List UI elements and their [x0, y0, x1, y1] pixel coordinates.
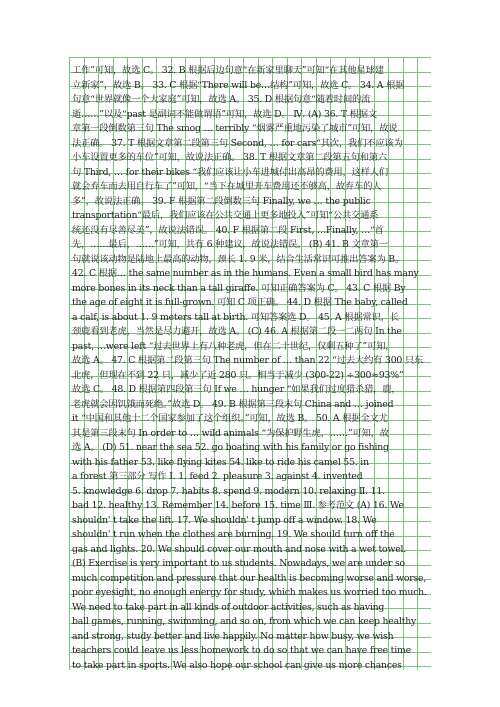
text-line: shouldn' t take the lift. 17. We shouldn' t jump off a window. 18. We: [72, 514, 377, 526]
text-line: 5. knowledge 6. drop 7. habits 8. spend 9. modern 10. relaxing Ⅱ. 11.: [72, 485, 385, 497]
text-line: transportation“最后，我们应该在公共交通上更多地投入”可知“公共交通系: [72, 210, 379, 221]
text-line: 故选 A。 47. C 根据第二段第三句 The number of … than 22 “过去大约有 300 只东: [72, 355, 424, 366]
text-line: 法正确。 37. T 根据文章第二段第三句 Second, … for cars“其次，我们不应该为: [72, 137, 403, 149]
text-line: gas and lights. 20. We should cover our mouth and nose with a wet towel.: [72, 543, 407, 555]
text-line: 其是第三段末句 In order to … wild animals “为保护野生虎，……”可知，故: [72, 427, 389, 439]
text-line: teachers could leave us less homework to do so that we can have free time: [72, 645, 411, 656]
text-line: 故选 C。 48. D 根据第四段第三句 If we … hunger “如果我们过度猎杀猎，鹿，: [72, 384, 401, 395]
grid-row-line: [69, 57, 431, 58]
text-line: 工作”可知，故选 C。 32. B 根据后边句意“在新家里聊天”可知“在其他星球建: [72, 65, 384, 76]
text-line: poor eyesight, no enough energy for study, which makes us worried too much.: [72, 587, 427, 598]
text-line: to take part in sports. We also hope our school can give us more chances: [72, 659, 402, 671]
text-line: 逝……”以及“past 是副词不能做谓语”可知，故选 D。 Ⅳ. (A) 36. T 根据文: [72, 108, 377, 120]
text-line: 先，……最后，……”可知，共有 6 种建议，故说法错误。 (B) 41. B 文章第一: [72, 239, 388, 250]
text-line: it “中国和其他十二个国家参加了这个组织。”可知，故选 B。 50. A 根据全文尤: [72, 413, 388, 424]
text-line: more bones in its neck than a tall giraffe. 可知正确答案为 C。 43. C 根据 By: [72, 282, 406, 294]
text-line: 多”，故说法正确。 39. F 根据第二段倒数三句 Finally, we … the public: [72, 195, 371, 207]
text-line: 句 Third, … for their bikes “我们应该让小车进城付出高昂的费用，这样人们: [72, 166, 388, 178]
text-line: with his father 53. like flying kites 54. like to ride his camel 55. in: [72, 456, 369, 468]
text-line: bad 12. healthy 13. Remember 14. before 15. time Ⅲ. 参考范文 (A) 16. We: [72, 500, 404, 511]
text-line: 句就说该动物是陆地上最高的动物，颈长 1. 9 米，结合生活常识可推出答案为 B。: [72, 253, 405, 265]
text-line: shouldn' t run when the clothes are burning. 19. We should turn off the: [72, 529, 395, 540]
text-line: past, …were left “过去世界上有八种老虎，但在二十世纪，仅剩五种了”可知，: [72, 340, 395, 352]
text-line: much competition and pressure that our health is becoming worse and worse,: [72, 572, 427, 584]
text-line: a calf, is about 1. 9 meters tall at birth. 可知答案选 D。 45. A 根据常识，长: [72, 311, 399, 323]
text-line: 句意“世界就像一个大家庭”可知，故选 A。 35. D 根据句意“随着时间的流: [72, 94, 371, 105]
answer-sheet: [69, 57, 431, 670]
text-line: 统还没有尽善尽美”，故说法错误。 40. F 根据第二段 First, …Finally, …“首: [72, 224, 384, 236]
answer-text-block: [72, 64, 429, 673]
text-line: 选 A。 (D) 51. near the sea 52. go boating with his family or go fishing: [72, 442, 389, 453]
text-line: 老虎就会因饥饿而死绝。”故选 D。 49. B 根据第三段末句 China and … joined: [72, 398, 394, 410]
text-line: 立新家”，故选 B。 33. C 根据“There will be…结构”可知，故选 C。 34. A 根据: [72, 79, 405, 91]
text-line: (B) Exercise is very important to us students. Nowadays, we are under so: [72, 558, 405, 569]
text-line: 就会弃车而去用自行车了”可知，“当下在城里开车费用还不够高，故弃车的人: [72, 181, 382, 192]
text-line: 章第一段倒数第三句 The smog … terribly “烟雾严重地污染了城市”可知，故说: [72, 123, 398, 134]
text-line: the age of eight it is full-grown. 可知 C 项正确。 44. D 根据 The baby, called: [72, 297, 408, 308]
text-line: 颈鹿看到老虎，当然是尽力避开，故选 A。 (C) 46. A 根据第二段一二两句 In the: [72, 326, 402, 337]
text-line: and strong, study better and live happily. No matter how busy, we wish: [72, 630, 394, 642]
text-line: 42. C 根据… the same number as in the humans. Even a small bird has many: [72, 268, 419, 279]
text-line: 北虎，但现在不到 22 只，减少了近 280 只。相当于减少 (300-22) ÷300≈93%”: [72, 369, 404, 381]
text-line: ball games, running, swimming, and so on, from which we can keep healthy: [72, 616, 417, 627]
text-line: 小车设置更多的车位”可知，故说法正确。 38. T 根据文章第二段第五句和第六: [72, 152, 388, 163]
text-line: a forest 第三部分 写作 Ⅰ. 1. feed 2. pleasure 3. against 4. invented: [72, 471, 363, 482]
text-line: We need to take part in all kinds of outdoor activities, such as having: [72, 601, 385, 613]
